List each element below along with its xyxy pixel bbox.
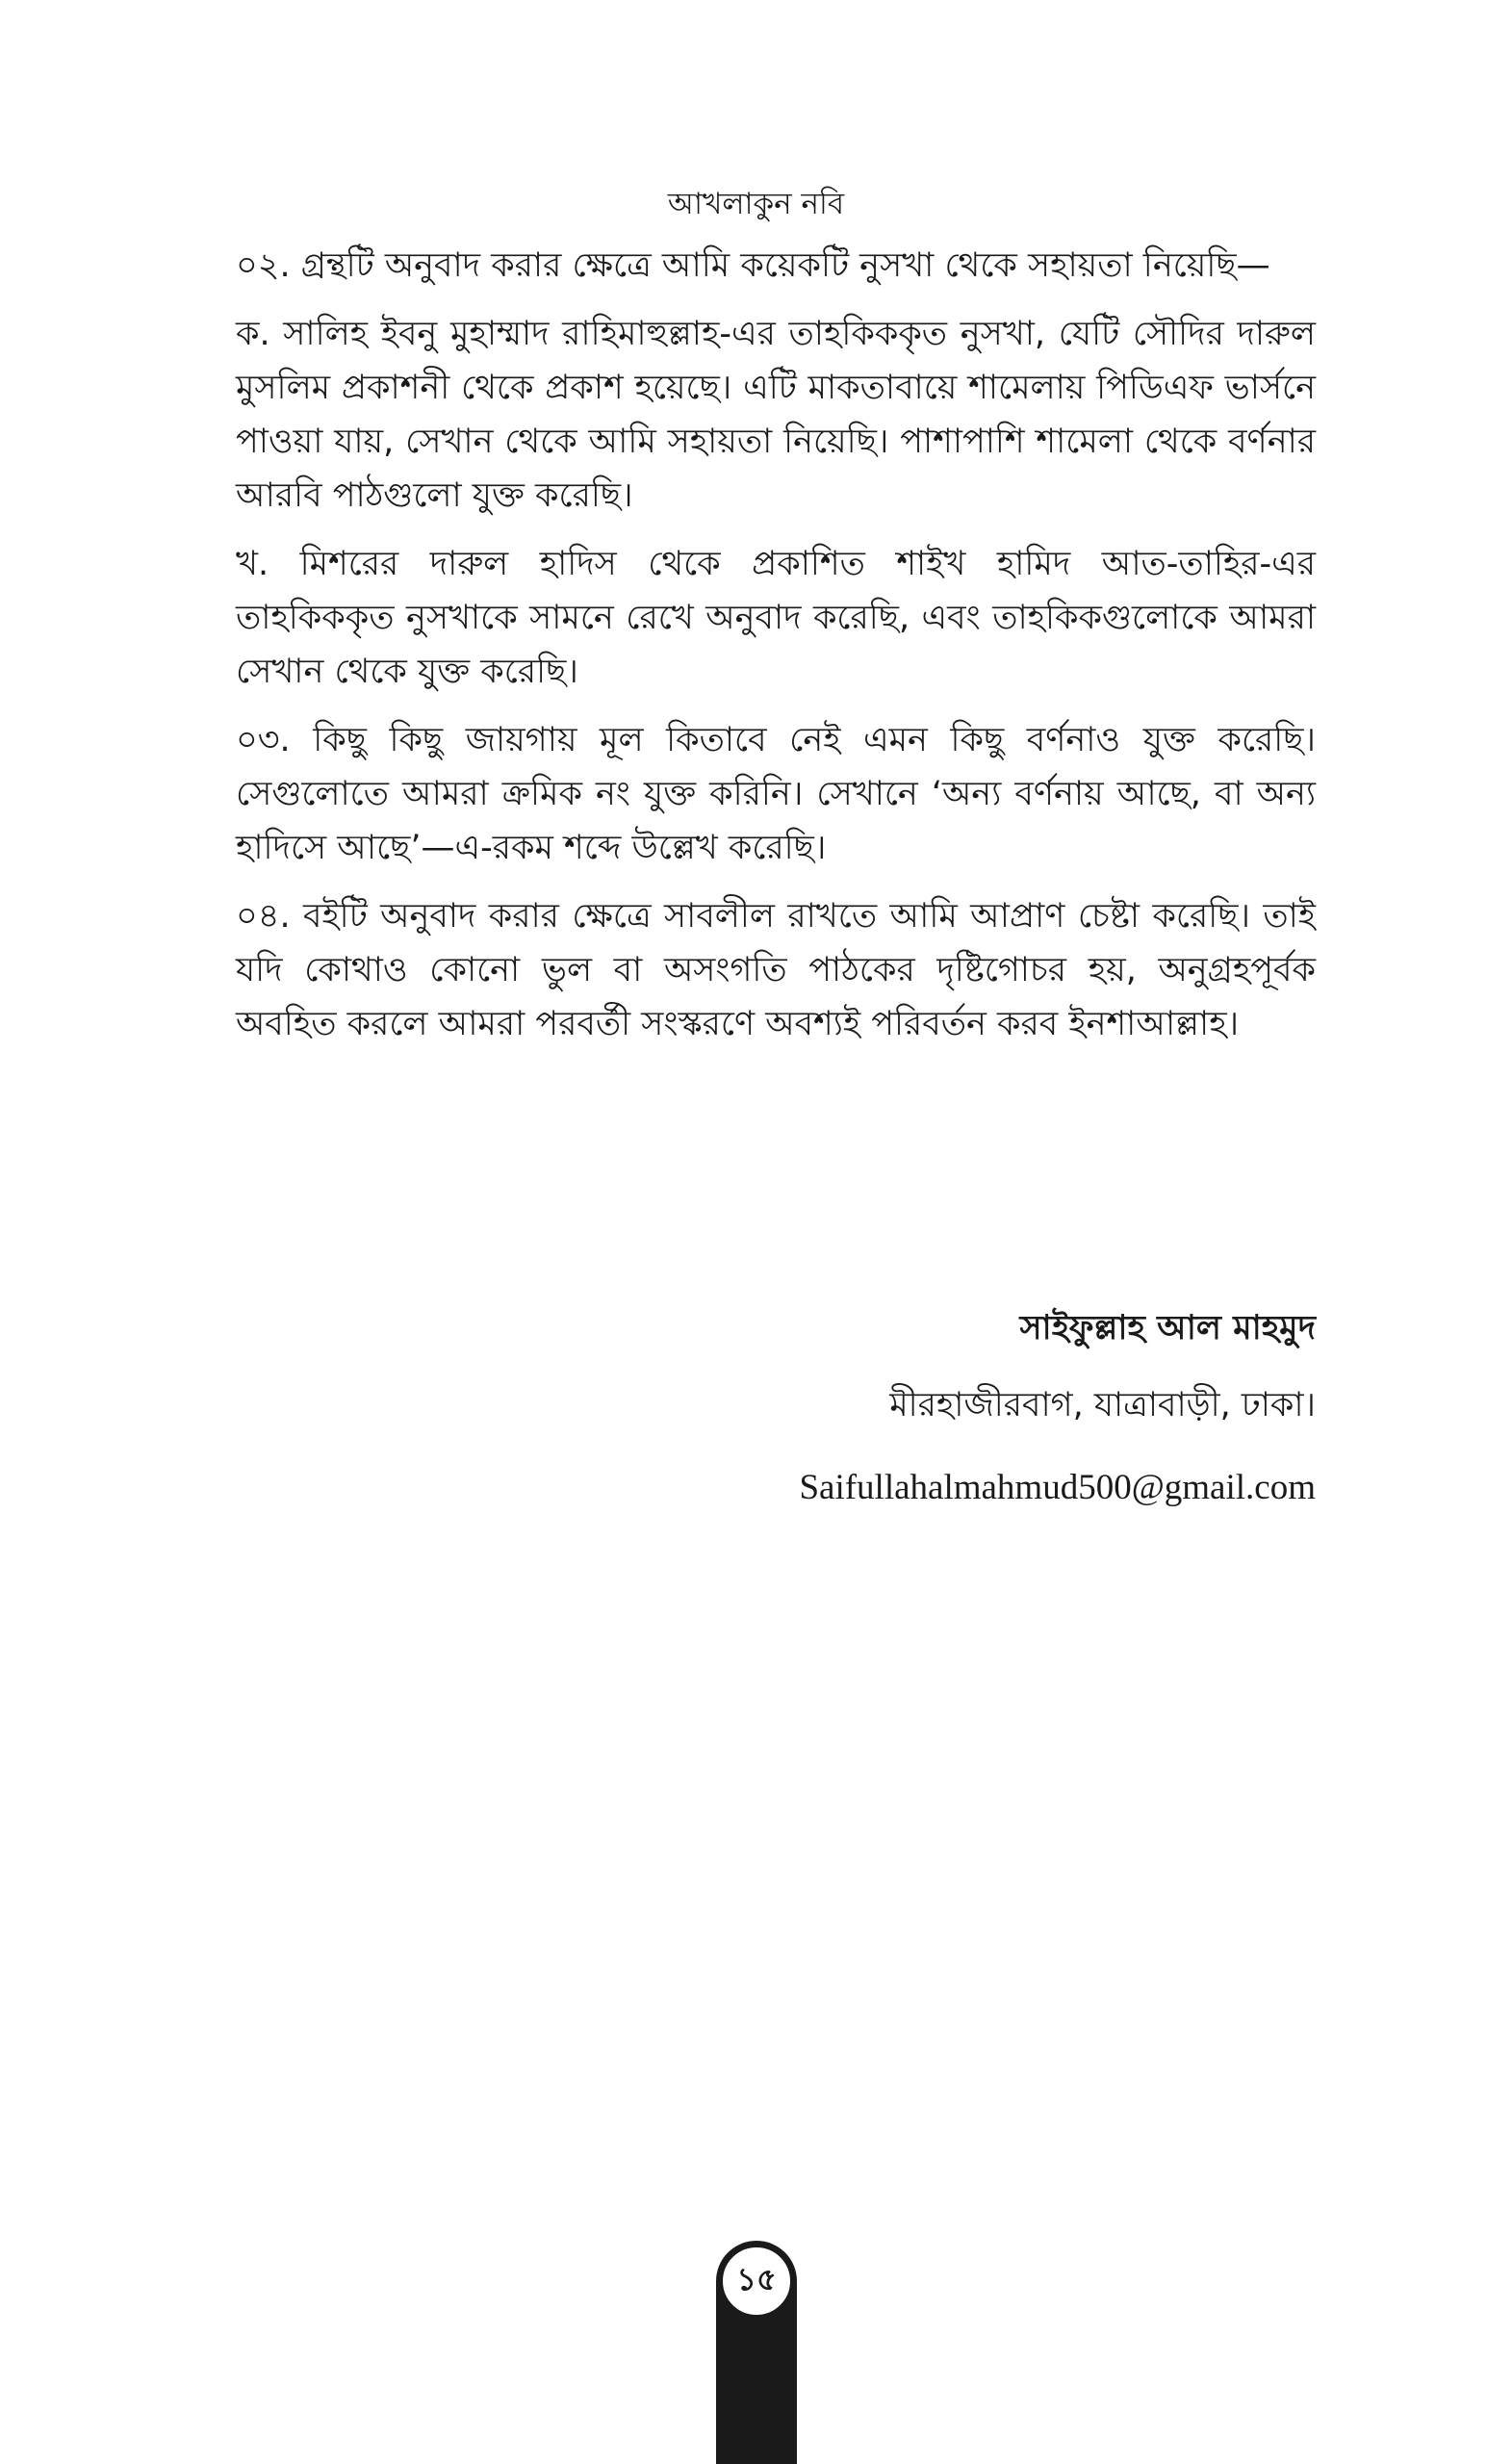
- body-text: [236, 239, 1316, 1065]
- author-name: সাইফুল্লাহ আল মাহমুদ: [1019, 1309, 1316, 1348]
- signature-block: [799, 1301, 1316, 1515]
- running-header: আখলাকুন নবি: [667, 187, 845, 221]
- paragraph-03: ০৩. কিছু কিছু জায়গায় মূল কিতাবে নেই এমন কিছু বর্ণনাও যুক্ত করেছি। সেগুলোতে আমরা ক্রমিক নং যুক্ত করিনি। সেখানে ‘অন্য বর্ণনায় আছে, বা অন্য হাদিসে আছে’—এ-রকম শব্দে উল্লেখ করেছি।: [236, 721, 1316, 867]
- paragraph-02: ০২. গ্রন্থটি অনুবাদ করার ক্ষেত্রে আমি কয়েকটি নুসখা থেকে সহায়তা নিয়েছি—: [236, 246, 1270, 285]
- page-number: ১৫: [720, 2245, 793, 2318]
- paragraph-ka: ক. সালিহ ইবনু মুহাম্মাদ রাহিমাহুল্লাহ-এর তাহকিককৃত নুসখা, যেটি সৌদির দারুল মুসলিম প্রকাশনী থেকে প্রকাশ হয়েছে। এটি মাকতাবায়ে শামেলায় পিডিএফ ভার্সনে পাওয়া যায়, সেখান থেকে আমি সহায়তা নিয়েছি। পাশাপাশি শামেলা থেকে বর্ণনার আরবি পাঠগুলো যুক্ত করেছি।: [236, 315, 1316, 515]
- author-email: Saifullahalmahmud500@gmail.com: [799, 1468, 1316, 1507]
- paragraph-kha: খ. মিশরের দারুল হাদিস থেকে প্রকাশিত শাইখ হামিদ আত-তাহির-এর তাহকিককৃত নুসখাকে সামনে রেখে অনুবাদ করেছি, এবং তাহকিকগুলোকে আমরা সেখান থেকে যুক্ত করেছি।: [236, 545, 1316, 691]
- paragraph-04: ০৪. বইটি অনুবাদ করার ক্ষেত্রে সাবলীল রাখতে আমি আপ্রাণ চেষ্টা করেছি। তাই যদি কোথাও কোনো ভুল বা অসংগতি পাঠকের দৃষ্টিগোচর হয়, অনুগ্রহপূর্বক অবহিত করলে আমরা পরবর্তী সংস্করণে অবশ্যই পরিবর্তন করব ইনশাআল্লাহ।: [236, 897, 1316, 1043]
- author-address: মীরহাজীরবাগ, যাত্রাবাড়ী, ঢাকা।: [889, 1386, 1316, 1424]
